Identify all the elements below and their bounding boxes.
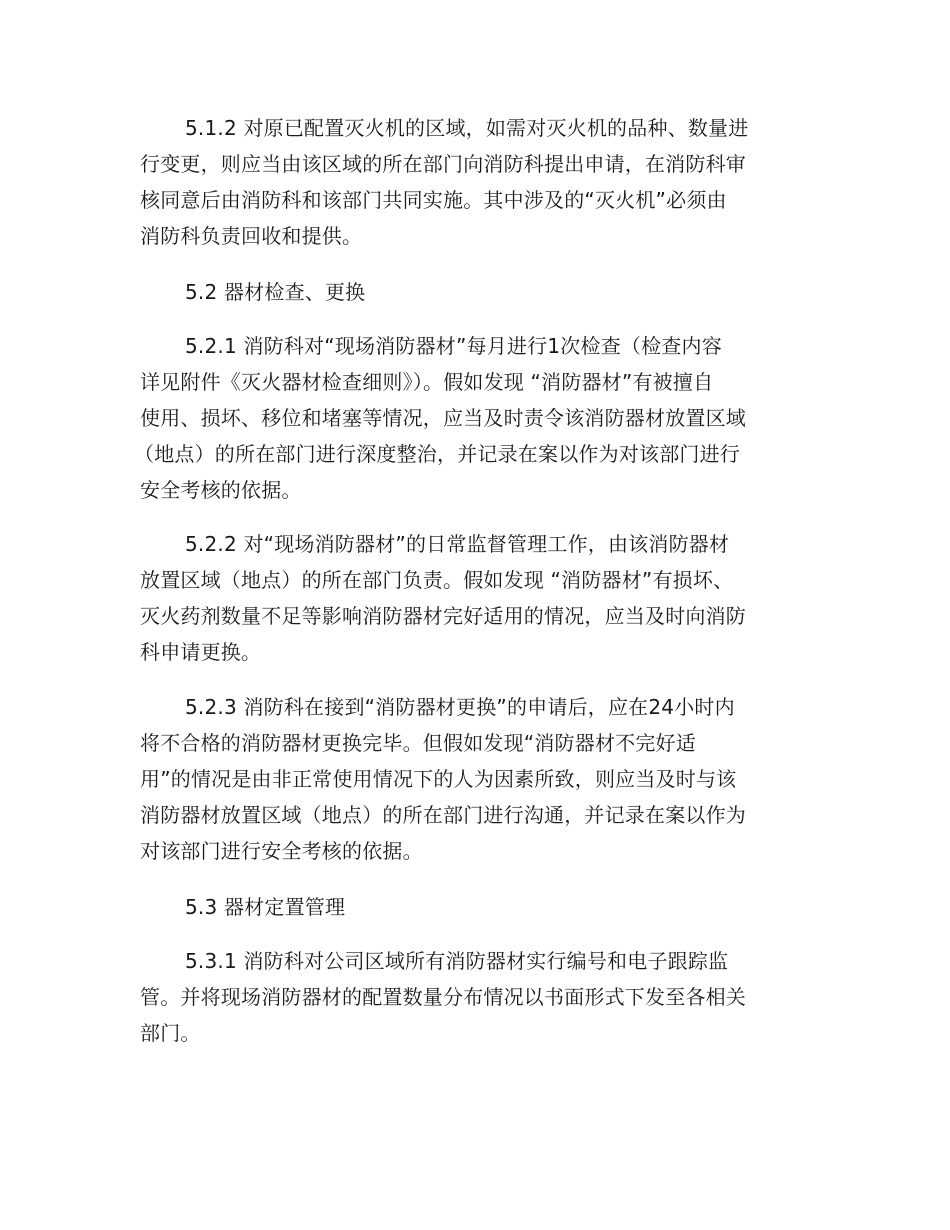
- text-line: 安全考核的依据。: [140, 478, 302, 502]
- text-line: 行变更，则应当由该区域的所在部门向消防科提出申请，在消防科审: [140, 152, 746, 176]
- text-line: （地点）的所在部门进行深度整治，并记录在案以作为对该部门进行: [134, 442, 740, 466]
- section-heading: 5.3 器材定置管理: [185, 895, 346, 919]
- text-line: 管。并将现场消防器材的配置数量分布情况以书面形式下发至各相关: [140, 985, 746, 1009]
- text-line: 用”的情况是由非正常使用情况下的人为因素所致，则应当及时与该: [140, 767, 737, 791]
- text-line: 5.2.2 对“现场消防器材”的日常监督管理工作，由该消防器材: [185, 532, 730, 556]
- section-heading: 5.2 器材检查、更换: [185, 280, 366, 304]
- text-line: 灭火药剂数量不足等影响消防器材完好适用的情况，应当及时向消防: [140, 604, 746, 628]
- text-line: 将不合格的消防器材更换完毕。但假如发现“消防器材不完好适: [140, 731, 696, 755]
- text-line: 对该部门进行安全考核的依据。: [140, 839, 423, 863]
- text-line: 消防器材放置区域（地点）的所在部门进行沟通，并记录在案以作为: [140, 803, 746, 827]
- text-line: 放置区域（地点）的所在部门负责。假如发现 “消防器材”有损坏、: [140, 568, 734, 592]
- text-line: 5.1.2 对原已配置灭火机的区域，如需对灭火机的品种、数量进: [185, 116, 749, 140]
- text-line: 详见附件《灭火器材检查细则》）。假如发现 “消防器材”有被擅自: [140, 370, 714, 394]
- text-line: 5.3.1 消防科对公司区域所有消防器材实行编号和电子跟踪监: [185, 949, 729, 973]
- text-line: 核同意后由消防科和该部门共同实施。其中涉及的“灭火机”必须由: [140, 188, 727, 212]
- text-line: 消防科负责回收和提供。: [140, 224, 363, 248]
- text-line: 使用、损坏、移位和堵塞等情况，应当及时责令该消防器材放置区域: [140, 406, 746, 430]
- text-line: 5.2.3 消防科在接到“消防器材更换”的申请后，应在24小时内: [185, 695, 735, 719]
- text-line: 部门。: [140, 1021, 201, 1045]
- text-line: 科申请更换。: [140, 640, 262, 664]
- text-line: 5.2.1 消防科对“现场消防器材”每月进行1次检查（检查内容: [185, 334, 722, 358]
